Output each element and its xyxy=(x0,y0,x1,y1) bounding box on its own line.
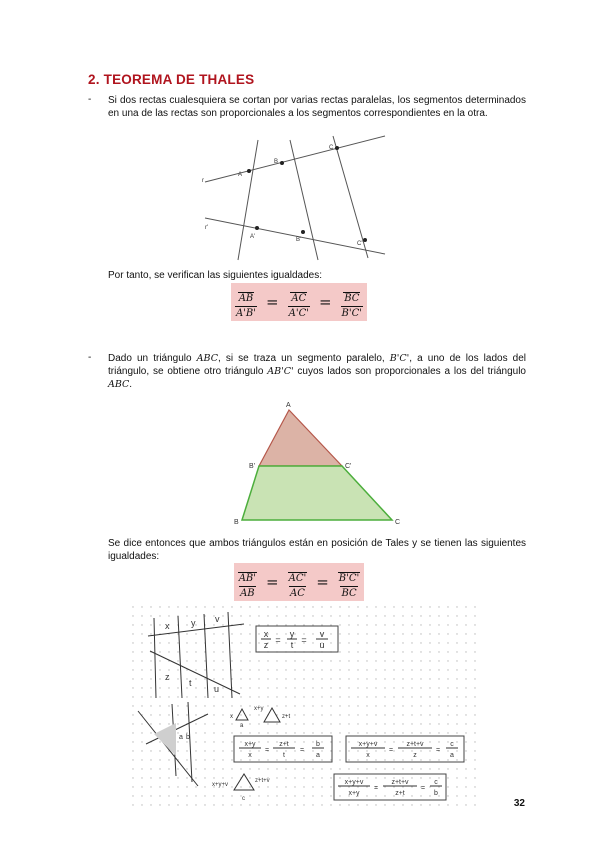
hw-eq1-den-c: u xyxy=(319,640,325,650)
tri-label-xyv: x+y+v xyxy=(212,782,229,788)
label-A-prime: A' xyxy=(250,234,256,240)
hw-eq2-num-a: x+y xyxy=(244,741,256,748)
hw-label-b: b xyxy=(186,734,190,741)
hw-eq4-den-b: z+t xyxy=(395,790,405,797)
hw-eq2-num-b: z+t xyxy=(279,741,289,748)
hw-label-t: t xyxy=(189,678,192,688)
hw-label-u: u xyxy=(214,684,220,694)
fraction-numerator: AC' xyxy=(288,572,307,584)
hw-label-v: v xyxy=(215,614,220,624)
fraction-denominator: B'C' xyxy=(341,307,363,319)
hw-label-x: x xyxy=(165,621,170,631)
tri-label-zt: z+t xyxy=(282,714,291,720)
trapezoid-B'C'CB xyxy=(242,466,392,520)
fraction-1 xyxy=(235,286,257,319)
label-r: r xyxy=(202,178,204,184)
svg-text:=: = xyxy=(301,635,307,645)
equality-box-1: $\frac{AB}{A'B'}$ = $\frac{AC}{A'C'}$ = $\frac{BC}{B'C'}$ xyxy=(231,283,367,321)
tri-label-xy: x+y xyxy=(254,706,264,712)
hw-eq4-num-a: x+y+v xyxy=(344,779,364,786)
hw-eq3-num-a: x+y+v xyxy=(358,741,378,748)
fraction-numerator: AB xyxy=(238,292,254,304)
parallel-1 xyxy=(238,140,258,260)
label-C-prime: C' xyxy=(357,241,363,247)
svg-text:=: = xyxy=(420,785,426,792)
fraction-denominator: AB xyxy=(240,587,255,599)
parallel-2 xyxy=(290,140,318,260)
bullet-text-1: Si dos rectas cualesquiera se cortan por varias rectas paralelas, los segmentos determinados en una de las rectas son proporcionales a los segmentos correspondientes en la otra. xyxy=(108,95,526,120)
math-run: B'C' xyxy=(389,353,410,364)
tri-label-c: c xyxy=(242,796,245,802)
svg-text:=: = xyxy=(388,747,394,754)
text-run: cuyos lados son proporcionales a los del triángulo xyxy=(293,366,526,378)
parallel-3 xyxy=(333,136,368,258)
fraction-denominator: BC xyxy=(341,587,357,599)
hw-eq3-den-c: a xyxy=(450,752,454,759)
por-tanto-text: Por tanto, se verifican las siguientes igualdades: xyxy=(108,270,323,281)
label-B-prime: B' xyxy=(249,463,256,470)
hw-eq2-num-c: b xyxy=(316,741,320,748)
svg-text:=: = xyxy=(264,747,270,754)
point-A xyxy=(247,169,251,173)
hw-eq1-num-b: y xyxy=(289,629,295,639)
svg-text:=: = xyxy=(373,785,379,792)
hw-eq1-num-c: v xyxy=(319,629,325,639)
hw-eq4-den-a: x+y xyxy=(348,790,360,797)
text-run: , si se traza un segmento paralelo, xyxy=(217,353,390,364)
point-A-prime xyxy=(255,226,259,230)
fraction-denominator: A'C' xyxy=(288,307,309,319)
triangle-AB'C' xyxy=(259,410,342,466)
point-B xyxy=(280,161,284,165)
point-C-prime xyxy=(363,238,367,242)
section-number: 2. xyxy=(88,72,100,87)
text-run: Dado un triángulo xyxy=(108,353,197,364)
hw-label-a: a xyxy=(179,734,183,741)
point-B-prime xyxy=(301,230,305,234)
fraction-1 xyxy=(238,566,257,599)
tri-label-ztv: z+t+v xyxy=(255,778,270,784)
fraction-2 xyxy=(288,286,310,319)
math-run: ABC xyxy=(108,379,130,391)
hw-eq1-den-a: z xyxy=(263,640,269,650)
fraction-denominator: AC xyxy=(289,587,305,599)
hw-eq3-den-a: x xyxy=(366,752,370,759)
math-run: AB'C' xyxy=(267,366,294,378)
hw-eq3-den-b: z xyxy=(413,752,417,759)
hw-eq2-den-b: t xyxy=(283,752,285,759)
label-A: A xyxy=(286,402,291,409)
fraction-denominator: A'B' xyxy=(235,307,257,319)
label-C: C xyxy=(329,145,334,151)
label-A: A xyxy=(238,172,243,178)
tri-label-x: x xyxy=(230,714,233,720)
label-B: B xyxy=(274,159,279,165)
section-title: TEOREMA DE THALES xyxy=(103,72,255,87)
label-C-prime: C' xyxy=(345,463,352,470)
label-B-prime: B' xyxy=(296,237,302,243)
handwritten-notes xyxy=(132,606,477,806)
hw-label-y: y xyxy=(191,618,196,628)
text-run: . xyxy=(129,379,133,391)
text-run: , a uno de los lados del triángulo, se obtiene otro triángulo xyxy=(108,353,527,378)
point-C xyxy=(335,146,339,150)
fraction-numerator: B'C' xyxy=(338,572,360,584)
bullet-text-2 xyxy=(108,352,526,392)
hw-eq4-den-c: b xyxy=(434,790,438,797)
hw-eq1-num-a: x xyxy=(263,629,269,639)
thales-lines-figure xyxy=(200,132,390,264)
fraction-3 xyxy=(341,286,364,319)
tales-position-text: Se dice entonces que ambos triángulos están en posición de Tales y se tienen las siguientes igualdades: xyxy=(108,538,526,563)
tri-label-a: a xyxy=(240,723,244,729)
svg-text:=: = xyxy=(435,747,441,754)
hw-eq4-num-b: z+t+v xyxy=(391,779,409,786)
equality-box-2: $\frac{AB'}{AB}$ = $\frac{AC'}{AC}$ = $\frac{B'C'}{BC}$ xyxy=(234,563,364,601)
hw-label-z: z xyxy=(165,672,170,682)
label-B: B xyxy=(234,519,239,526)
section-heading xyxy=(88,72,254,87)
label-r-prime: r' xyxy=(205,225,209,231)
triangle-figure xyxy=(232,398,412,528)
fraction-numerator: BC xyxy=(344,292,360,304)
fraction-numerator: AB' xyxy=(238,572,257,584)
bullet-marker-1: - xyxy=(88,94,92,105)
hw-eq3-num-c: c xyxy=(450,741,454,748)
hw-eq2-den-c: a xyxy=(316,752,320,759)
fraction-2 xyxy=(288,566,308,599)
bullet-marker-2: - xyxy=(88,352,92,363)
page-number: 32 xyxy=(513,798,525,809)
hw-eq4-num-c: c xyxy=(434,779,438,786)
hw-eq1-den-b: t xyxy=(290,640,294,650)
hw-eq2-den-a: x xyxy=(248,752,252,759)
math-run: ABC xyxy=(196,353,218,364)
line-r xyxy=(205,136,385,182)
fraction-numerator: AC xyxy=(291,292,307,304)
fraction-3 xyxy=(338,566,361,599)
svg-text:=: = xyxy=(299,747,305,754)
svg-text:=: = xyxy=(275,635,281,645)
label-C: C xyxy=(395,519,401,526)
hw-eq3-num-b: z+t+v xyxy=(406,741,424,748)
